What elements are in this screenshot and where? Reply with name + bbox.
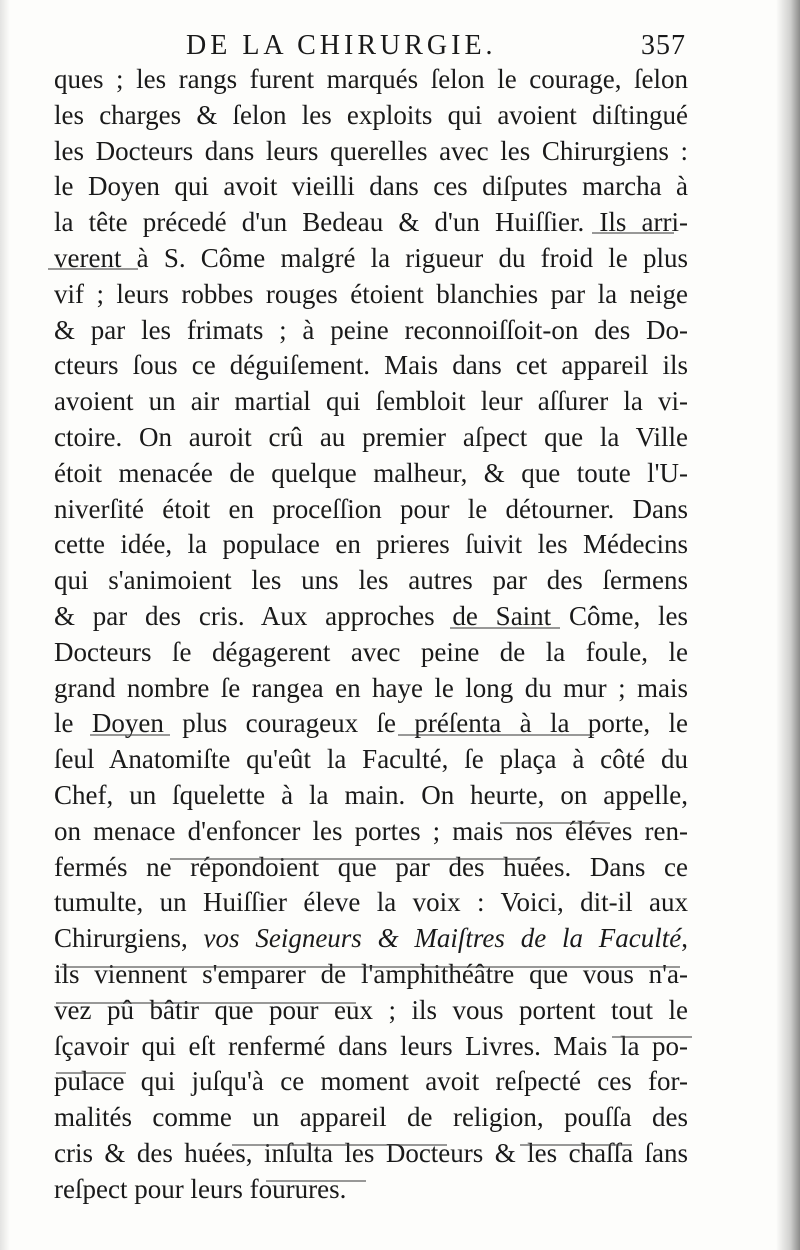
pencil-underline xyxy=(48,268,138,270)
text-line: ils viennent s'emparer de l'amphithéâtre que vous n'a- xyxy=(54,958,688,989)
text-line: grand nombre ſe rangea en haye le long du mur ; mais xyxy=(54,672,688,703)
text-line: verent à S. Côme malgré la rigueur du froid le plus xyxy=(54,242,688,273)
text-line: ſçavoir qui eſt renfermé dans leurs Livres. Mais la po- xyxy=(54,1030,688,1061)
text-line: cette idée, la populace en prieres ſuivit les Médecins xyxy=(54,529,688,560)
text-line: niverſité étoit en proceſſion pour le détourner. Dans xyxy=(54,493,688,524)
pencil-underline xyxy=(500,822,610,824)
text-line: vez pû bâtir que pour eux ; ils vous portent tout le xyxy=(54,994,688,1025)
text-line: on menace d'enfoncer les portes ; mais nos éléves ren- xyxy=(54,815,688,846)
text-line: étoit menacée de quelque malheur, & que toute l'U- xyxy=(54,457,688,488)
pencil-underline xyxy=(266,1180,366,1182)
pencil-underline xyxy=(56,1002,356,1004)
text-line: la tête précedé d'un Bedeau & d'un Huiſſier. Ils arri- xyxy=(54,207,688,238)
pencil-underline xyxy=(398,734,594,736)
text-line: les charges & ſelon les exploits qui avoient diſtingué xyxy=(54,99,688,130)
pencil-underline xyxy=(592,232,674,234)
page-edge-shadow xyxy=(0,0,10,1250)
text-line-last: reſpect pour leurs fourures. xyxy=(54,1173,347,1204)
text-line: malités comme un appareil de religion, pouſſa des xyxy=(54,1102,688,1133)
text-line: pulace qui juſqu'à ce moment avoit reſpecté ces for- xyxy=(54,1066,688,1097)
pencil-underline xyxy=(232,1144,447,1146)
text-line: cteurs ſous ce déguiſement. Mais dans cet appareil ils xyxy=(54,350,688,381)
text-line: vif ; leurs robbes rouges étoient blanchies par la neige xyxy=(54,278,688,309)
running-head xyxy=(46,26,686,66)
binding-gutter-shadow xyxy=(776,0,800,1250)
text-line: le Doyen qui avoit vieilli dans ces diſputes marcha à xyxy=(54,171,688,202)
text-line: ctoire. On auroit crû au premier aſpect que la Ville xyxy=(54,421,688,452)
text-line: avoient un air martial qui ſembloit leur aſſurer la vi- xyxy=(54,386,688,417)
text-line: les Docteurs dans leurs querelles avec les Chirurgiens : xyxy=(54,135,688,166)
running-title: DE LA CHIRURGIE. xyxy=(186,30,497,61)
pencil-underline xyxy=(90,734,170,736)
pencil-underline xyxy=(170,858,540,860)
pencil-underline xyxy=(450,627,560,629)
page-number: 357 xyxy=(641,30,686,61)
text-line: ſeul Anatomiſte qu'eût la Faculté, ſe plaça à côté du xyxy=(54,744,688,775)
italic-phrase: vos Seigneurs & Maiſtres de la Faculté xyxy=(203,923,682,954)
text-line: cris & des huées, inſulta les Docteurs & les chaſſa ſans xyxy=(54,1137,688,1168)
text-line: qui s'animoient les uns les autres par des ſermens xyxy=(54,565,688,596)
text-line-with-italic xyxy=(54,921,688,957)
text-line: & par des cris. Aux approches de Saint Côme, les xyxy=(54,600,688,631)
text-line: Chef, un ſquelette à la main. On heurte, on appelle, xyxy=(54,779,688,810)
pencil-underline xyxy=(520,1144,632,1146)
text-line: & par les frimats ; à peine reconnoiſſoit-on des Do- xyxy=(54,314,688,345)
text-line: le Doyen plus courageux ſe préſenta à la porte, le xyxy=(54,708,688,739)
text-line: tumulte, un Huiſſier éleve la voix : Voici, dit-il aux xyxy=(54,887,688,918)
pencil-underline xyxy=(56,1072,126,1074)
pencil-underline xyxy=(612,1036,692,1038)
line-text-after: , xyxy=(681,923,688,954)
line-text-before: Chirurgiens, xyxy=(54,923,204,954)
text-line: ques ; les rangs furent marqués ſelon le courage, ſelon xyxy=(54,64,688,94)
pencil-underline xyxy=(60,966,680,968)
text-line: fermés ne répondoient que par des huées. Dans ce xyxy=(54,851,688,882)
text-line: Docteurs ſe dégagerent avec peine de la foule, le xyxy=(54,636,688,667)
